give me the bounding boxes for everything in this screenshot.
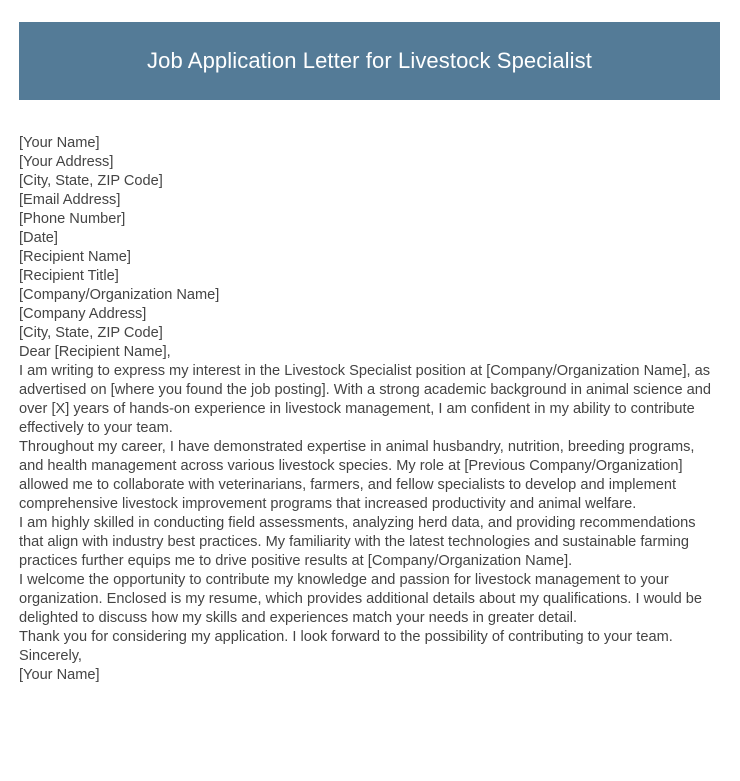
sender-address-block [19,134,720,248]
body-paragraph: Throughout my career, I have demonstrated expertise in animal husbandry, nutrition, breeding programs, and health management across various livestock species. My role at [Previous Company/Organization] allowed me to collaborate with veterinarians, farmers, and fellow specialists to develop and implement comprehensive livestock improvement programs that increased productivity and animal welfare. [19,439,695,512]
recipient-line: [City, State, ZIP Code] [19,325,163,341]
body-paragraph: I welcome the opportunity to contribute my knowledge and passion for livestock management to your organization. Enclosed is my resume, which provides additional details about my qualifications. I would be delighted to discuss how my skills and experiences match your needs in greater detail. [19,572,703,626]
recipient-line: [Company/Organization Name] [19,287,220,303]
page-title: Job Application Letter for Livestock Specialist [147,47,592,73]
letter-body [19,134,720,685]
sender-line: [Your Address] [19,154,114,170]
recipient-line: [Recipient Title] [19,268,119,284]
salutation: Dear [Recipient Name], [19,344,171,360]
body-paragraph: I am highly skilled in conducting field assessments, analyzing herd data, and providing recommendations that align with industry best practices. My familiarity with the latest technologies and sustainable farming practices further equips me to drive positive results at [Company/Organization Name]. [19,515,696,569]
sender-line: [Phone Number] [19,211,126,227]
sender-line: [Date] [19,230,58,246]
sender-line: [City, State, ZIP Code] [19,173,163,189]
recipient-line: [Company Address] [19,306,147,322]
sender-line: [Email Address] [19,192,121,208]
body-paragraph: Thank you for considering my application. I look forward to the possibility of contributing to your team. [19,629,673,645]
closing-salutation: Sincerely, [19,648,82,664]
body-paragraph: I am writing to express my interest in the Livestock Specialist position at [Company/Organization Name], as advertised on [where you found the job posting]. With a strong academic background in animal science and over [X] years of hands-on experience in livestock management, I am confident in my ability to contribute effectively to your team. [19,363,711,436]
signature-name: [Your Name] [19,667,100,683]
recipient-address-block [19,248,720,343]
recipient-line: [Recipient Name] [19,249,131,265]
letter-header-banner [19,22,720,100]
sender-line: [Your Name] [19,135,100,151]
